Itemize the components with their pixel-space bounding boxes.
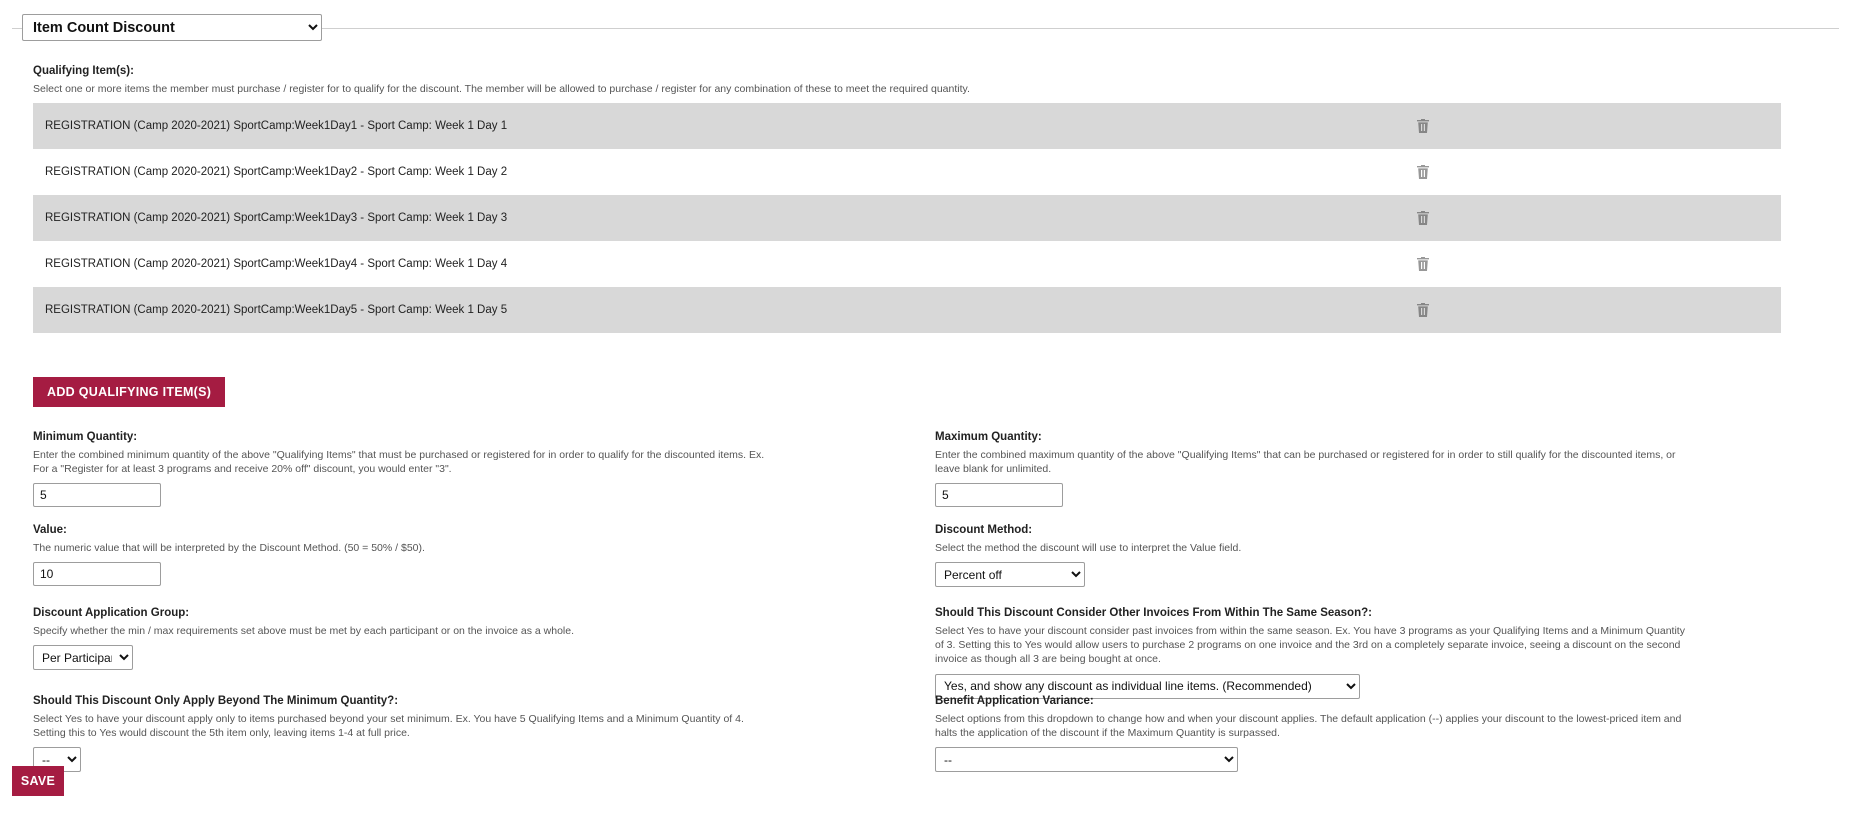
qualifying-items-section — [33, 65, 1818, 333]
qualifying-item-label: REGISTRATION (Camp 2020-2021) SportCamp:Week1Day2 - Sport Camp: Week 1 Day 2 — [45, 166, 508, 179]
qualifying-items-help: Select one or more items the member must purchase / register for to qualify for the discount. The member will be allowed to purchase / register for any combination of these to meet the required quantity. — [33, 83, 970, 95]
delete-icon[interactable] — [1415, 164, 1431, 180]
discount-type-select-wrapper — [22, 14, 322, 41]
minimum-quantity-field — [33, 431, 778, 507]
discount-application-group-help: Specify whether the min / max requirements set above must be met by each participant or on the invoice as a whole. — [33, 625, 575, 637]
qualifying-items-label: Qualifying Item(s): — [33, 65, 134, 77]
discount-application-group-select[interactable] — [33, 645, 133, 670]
value-help: The numeric value that will be interpreted by the Discount Method. (50 = 50% / $50). — [33, 542, 425, 554]
delete-icon[interactable] — [1415, 256, 1431, 272]
value-input[interactable] — [33, 562, 161, 586]
benefit-application-variance-select[interactable] — [935, 747, 1238, 772]
maximum-quantity-help: Enter the combined maximum quantity of the above "Qualifying Items" that can be purchased or registered for in order to still qualify for the discounted items, or leave blank for unlimited. — [935, 449, 1676, 476]
value-field-block — [33, 524, 778, 586]
qualifying-items-list — [33, 103, 1781, 333]
same-season-label: Should This Discount Consider Other Invoices From Within The Same Season?: — [935, 607, 1372, 619]
qualifying-item-label: REGISTRATION (Camp 2020-2021) SportCamp:Week1Day4 - Sport Camp: Week 1 Day 4 — [45, 258, 508, 271]
table-row[interactable] — [33, 103, 1781, 149]
value-label: Value: — [33, 524, 67, 536]
minimum-quantity-label: Minimum Quantity: — [33, 431, 138, 443]
maximum-quantity-label: Maximum Quantity: — [935, 431, 1042, 443]
beyond-minimum-field — [33, 695, 778, 772]
same-season-field — [935, 607, 1685, 699]
discount-application-group-field — [33, 607, 778, 670]
minimum-quantity-help: Enter the combined minimum quantity of the above "Qualifying Items" that must be purchased or registered for in order to qualify for the discounted items. Ex. For a "Register for at least 3 programs and receive 20% off" discount, you would enter "3". — [33, 449, 765, 476]
maximum-quantity-field — [935, 431, 1685, 507]
beyond-minimum-label: Should This Discount Only Apply Beyond The Minimum Quantity?: — [33, 695, 399, 707]
qualifying-item-label: REGISTRATION (Camp 2020-2021) SportCamp:Week1Day5 - Sport Camp: Week 1 Day 5 — [45, 304, 508, 317]
minimum-quantity-input[interactable] — [33, 483, 161, 507]
beyond-minimum-help: Select Yes to have your discount apply only to items purchased beyond your set minimum. Ex. You have 5 Qualifying Items and a Minimum Quantity of 4. Setting this to Yes would discount the 5th item only, leaving items 1-4 at full price. — [33, 713, 744, 740]
benefit-application-variance-field — [935, 695, 1685, 772]
delete-icon[interactable] — [1415, 302, 1431, 318]
table-row[interactable] — [33, 287, 1781, 333]
save-button[interactable]: SAVE — [12, 766, 64, 796]
table-row[interactable] — [33, 241, 1781, 287]
discount-application-group-label: Discount Application Group: — [33, 607, 190, 619]
discount-method-label: Discount Method: — [935, 524, 1033, 536]
benefit-application-variance-help: Select options from this dropdown to change how and when your discount applies. The default application (--) applies your discount to the lowest-priced item and halts the application of the discount if the Maximum Quantity is surpassed. — [935, 713, 1682, 740]
discount-method-select[interactable] — [935, 562, 1085, 587]
discount-type-select[interactable] — [22, 14, 322, 41]
discount-method-field — [935, 524, 1685, 587]
maximum-quantity-input[interactable] — [935, 483, 1063, 507]
qualifying-item-label: REGISTRATION (Camp 2020-2021) SportCamp:Week1Day3 - Sport Camp: Week 1 Day 3 — [45, 212, 508, 225]
qualifying-item-label: REGISTRATION (Camp 2020-2021) SportCamp:Week1Day1 - Sport Camp: Week 1 Day 1 — [45, 120, 508, 133]
same-season-help: Select Yes to have your discount consider past invoices from within the same season. Ex. You have 3 programs as your Qualifying Items and a Minimum Quantity of 3. Setting this to Yes would allow users to purchase 2 programs on one invoice and the 3rd on a completely separate invoice, seeing a discount on the second invoice as though all 3 are being bought at once. — [935, 625, 1685, 666]
add-qualifying-items-button[interactable]: ADD QUALIFYING ITEM(S) — [33, 377, 225, 407]
table-row[interactable] — [33, 195, 1781, 241]
benefit-application-variance-label: Benefit Application Variance: — [935, 695, 1094, 707]
discount-method-help: Select the method the discount will use to interpret the Value field. — [935, 542, 1242, 554]
delete-icon[interactable] — [1415, 210, 1431, 226]
table-row[interactable] — [33, 149, 1781, 195]
delete-icon[interactable] — [1415, 118, 1431, 134]
